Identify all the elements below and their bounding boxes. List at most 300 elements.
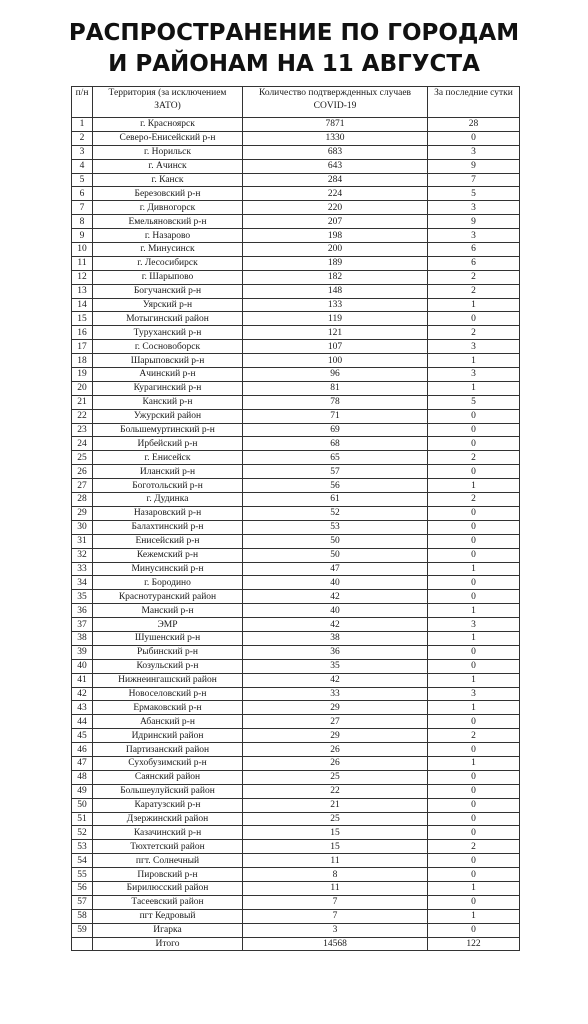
row-number: 42 <box>72 687 93 701</box>
confirmed-cases: 100 <box>243 354 428 368</box>
table-row <box>72 395 520 409</box>
table-row <box>72 909 520 923</box>
table-row <box>72 368 520 382</box>
territory-name: г. Дудинка <box>93 493 243 507</box>
confirmed-cases: 207 <box>243 215 428 229</box>
confirmed-cases: 33 <box>243 687 428 701</box>
confirmed-cases: 68 <box>243 437 428 451</box>
last-day-cases: 1 <box>428 604 520 618</box>
last-day-cases: 2 <box>428 451 520 465</box>
row-number: 15 <box>72 312 93 326</box>
table-row <box>72 659 520 673</box>
table-row <box>72 784 520 798</box>
confirmed-cases: 1330 <box>243 131 428 145</box>
confirmed-cases: 284 <box>243 173 428 187</box>
row-number: 33 <box>72 562 93 576</box>
confirmed-cases: 96 <box>243 368 428 382</box>
confirmed-cases: 52 <box>243 506 428 520</box>
table-row <box>72 729 520 743</box>
last-day-cases: 0 <box>428 548 520 562</box>
table-row <box>72 534 520 548</box>
row-number: 34 <box>72 576 93 590</box>
territory-name: Каратузский р-н <box>93 798 243 812</box>
table-row <box>72 201 520 215</box>
confirmed-cases: 29 <box>243 729 428 743</box>
table-row <box>72 284 520 298</box>
table-row <box>72 229 520 243</box>
total-label: Итого <box>93 937 243 951</box>
row-number: 7 <box>72 201 93 215</box>
table-row <box>72 423 520 437</box>
row-number: 38 <box>72 631 93 645</box>
confirmed-cases: 121 <box>243 326 428 340</box>
last-day-cases: 6 <box>428 256 520 270</box>
territory-name: Туруханский р-н <box>93 326 243 340</box>
row-number: 6 <box>72 187 93 201</box>
table-row <box>72 312 520 326</box>
table-row <box>72 576 520 590</box>
table-row <box>72 548 520 562</box>
territory-name: Абанский р-н <box>93 715 243 729</box>
territory-name: Емельяновский р-н <box>93 215 243 229</box>
table-row <box>72 895 520 909</box>
territory-name: Тасеевский район <box>93 895 243 909</box>
table-row <box>72 159 520 173</box>
table-row <box>72 881 520 895</box>
territory-name: Шушенский р-н <box>93 631 243 645</box>
last-day-cases: 6 <box>428 243 520 257</box>
territory-name: Большеулуйский район <box>93 784 243 798</box>
row-number: 36 <box>72 604 93 618</box>
row-number: 28 <box>72 493 93 507</box>
row-number: 18 <box>72 354 93 368</box>
last-day-cases: 3 <box>428 145 520 159</box>
row-number: 3 <box>72 145 93 159</box>
confirmed-cases: 189 <box>243 256 428 270</box>
table-row <box>72 215 520 229</box>
confirmed-cases: 50 <box>243 548 428 562</box>
table-row <box>72 451 520 465</box>
table-row <box>72 326 520 340</box>
territory-name: Курагинский р-н <box>93 381 243 395</box>
table-row <box>72 798 520 812</box>
last-day-cases: 0 <box>428 715 520 729</box>
table-row <box>72 437 520 451</box>
last-day-cases: 0 <box>428 576 520 590</box>
row-number: 48 <box>72 770 93 784</box>
territory-name: Козульский р-н <box>93 659 243 673</box>
territory-name: г. Дивногорск <box>93 201 243 215</box>
territory-name: Большемуртинский р-н <box>93 423 243 437</box>
row-number: 41 <box>72 673 93 687</box>
row-number: 58 <box>72 909 93 923</box>
territory-name: Шарыповский р-н <box>93 354 243 368</box>
row-number: 9 <box>72 229 93 243</box>
territory-name: Сухобузимский р-н <box>93 756 243 770</box>
row-number: 52 <box>72 826 93 840</box>
table-row <box>72 701 520 715</box>
last-day-cases: 1 <box>428 909 520 923</box>
row-number: 53 <box>72 840 93 854</box>
row-number: 13 <box>72 284 93 298</box>
territory-name: Ачинский р-н <box>93 368 243 382</box>
last-day-cases: 3 <box>428 687 520 701</box>
row-number: 21 <box>72 395 93 409</box>
confirmed-cases: 53 <box>243 520 428 534</box>
row-number: 40 <box>72 659 93 673</box>
row-number: 50 <box>72 798 93 812</box>
last-day-cases: 1 <box>428 562 520 576</box>
table-row <box>72 520 520 534</box>
header-last-day: За последние сутки <box>428 87 520 118</box>
header-territory: Территория (за исключением ЗАТО) <box>93 87 243 118</box>
table-row <box>72 770 520 784</box>
table-row <box>72 687 520 701</box>
table-row <box>72 590 520 604</box>
header-number: п/н <box>72 87 93 118</box>
table-row <box>72 256 520 270</box>
territory-name: Ужурский район <box>93 409 243 423</box>
last-day-cases: 3 <box>428 340 520 354</box>
confirmed-cases: 42 <box>243 673 428 687</box>
territory-name: Игарка <box>93 923 243 937</box>
table-row <box>72 506 520 520</box>
last-day-cases: 0 <box>428 465 520 479</box>
confirmed-cases: 26 <box>243 756 428 770</box>
territory-name: пгт Кедровый <box>93 909 243 923</box>
confirmed-cases: 57 <box>243 465 428 479</box>
row-number: 4 <box>72 159 93 173</box>
row-number: 27 <box>72 479 93 493</box>
row-number: 12 <box>72 270 93 284</box>
last-day-cases: 1 <box>428 479 520 493</box>
confirmed-cases: 220 <box>243 201 428 215</box>
confirmed-cases: 7871 <box>243 118 428 132</box>
last-day-cases: 5 <box>428 395 520 409</box>
last-day-cases: 0 <box>428 784 520 798</box>
row-number: 25 <box>72 451 93 465</box>
last-day-cases: 3 <box>428 201 520 215</box>
territory-name: Енисейский р-н <box>93 534 243 548</box>
confirmed-cases: 69 <box>243 423 428 437</box>
confirmed-cases: 27 <box>243 715 428 729</box>
table-row <box>72 465 520 479</box>
table-row <box>72 673 520 687</box>
table-row <box>72 840 520 854</box>
last-day-cases: 0 <box>428 868 520 882</box>
territory-name: Пировский р-н <box>93 868 243 882</box>
confirmed-cases: 56 <box>243 479 428 493</box>
confirmed-cases: 224 <box>243 187 428 201</box>
row-number: 57 <box>72 895 93 909</box>
header-confirmed-cases: Количество подтвержденных случаев COVID-19 <box>243 87 428 118</box>
last-day-cases: 1 <box>428 673 520 687</box>
territory-name: Кежемский р-н <box>93 548 243 562</box>
table-row <box>72 756 520 770</box>
last-day-cases: 1 <box>428 631 520 645</box>
row-number: 29 <box>72 506 93 520</box>
row-number: 31 <box>72 534 93 548</box>
confirmed-cases: 25 <box>243 770 428 784</box>
territory-name: Идринский район <box>93 729 243 743</box>
row-number: 11 <box>72 256 93 270</box>
table-row <box>72 812 520 826</box>
territory-name: Манский р-н <box>93 604 243 618</box>
territory-name: Нижнеингашский район <box>93 673 243 687</box>
row-number: 55 <box>72 868 93 882</box>
table-row <box>72 145 520 159</box>
confirmed-cases: 11 <box>243 881 428 895</box>
territory-name: Саянский район <box>93 770 243 784</box>
last-day-cases: 0 <box>428 409 520 423</box>
table-row <box>72 645 520 659</box>
row-number: 44 <box>72 715 93 729</box>
last-day-cases: 0 <box>428 826 520 840</box>
last-day-cases: 9 <box>428 159 520 173</box>
last-day-cases: 0 <box>428 534 520 548</box>
territory-name: Новоселовский р-н <box>93 687 243 701</box>
title-line-1: РАСПРОСТРАНЕНИЕ ПО ГОРОДАМ <box>68 20 520 46</box>
total-last-day: 122 <box>428 937 520 951</box>
table-row <box>72 923 520 937</box>
row-number: 49 <box>72 784 93 798</box>
last-day-cases: 2 <box>428 326 520 340</box>
confirmed-cases: 50 <box>243 534 428 548</box>
row-number: 16 <box>72 326 93 340</box>
table-row <box>72 118 520 132</box>
covid-cases-table <box>71 86 520 951</box>
territory-name: пгт. Солнечный <box>93 854 243 868</box>
row-number: 1 <box>72 118 93 132</box>
row-number: 14 <box>72 298 93 312</box>
table-row <box>72 715 520 729</box>
row-number: 37 <box>72 618 93 632</box>
table-row <box>72 562 520 576</box>
confirmed-cases: 148 <box>243 284 428 298</box>
table-row <box>72 826 520 840</box>
confirmed-cases: 198 <box>243 229 428 243</box>
row-number: 35 <box>72 590 93 604</box>
territory-name: Казачинский р-н <box>93 826 243 840</box>
row-number: 32 <box>72 548 93 562</box>
table-row <box>72 298 520 312</box>
last-day-cases: 1 <box>428 701 520 715</box>
confirmed-cases: 29 <box>243 701 428 715</box>
confirmed-cases: 643 <box>243 159 428 173</box>
last-day-cases: 5 <box>428 187 520 201</box>
total-blank <box>72 937 93 951</box>
territory-name: г. Сосновоборск <box>93 340 243 354</box>
row-number: 5 <box>72 173 93 187</box>
territory-name: Балахтинский р-н <box>93 520 243 534</box>
table-row <box>72 868 520 882</box>
table-row <box>72 493 520 507</box>
last-day-cases: 0 <box>428 895 520 909</box>
row-number: 10 <box>72 243 93 257</box>
last-day-cases: 1 <box>428 881 520 895</box>
territory-name: г. Лесосибирск <box>93 256 243 270</box>
table-row <box>72 131 520 145</box>
last-day-cases: 9 <box>428 215 520 229</box>
row-number: 39 <box>72 645 93 659</box>
territory-name: Назаровский р-н <box>93 506 243 520</box>
row-number: 20 <box>72 381 93 395</box>
confirmed-cases: 119 <box>243 312 428 326</box>
territory-name: г. Красноярск <box>93 118 243 132</box>
table-row <box>72 604 520 618</box>
territory-name: г. Ачинск <box>93 159 243 173</box>
row-number: 51 <box>72 812 93 826</box>
table-row <box>72 479 520 493</box>
table-row <box>72 409 520 423</box>
last-day-cases: 2 <box>428 729 520 743</box>
last-day-cases: 28 <box>428 118 520 132</box>
row-number: 26 <box>72 465 93 479</box>
last-day-cases: 0 <box>428 743 520 757</box>
last-day-cases: 1 <box>428 381 520 395</box>
last-day-cases: 1 <box>428 298 520 312</box>
total-confirmed: 14568 <box>243 937 428 951</box>
confirmed-cases: 133 <box>243 298 428 312</box>
territory-name: Ермаковский р-н <box>93 701 243 715</box>
confirmed-cases: 42 <box>243 590 428 604</box>
territory-name: г. Назарово <box>93 229 243 243</box>
total-row <box>72 937 520 951</box>
table-row <box>72 270 520 284</box>
territory-name: г. Бородино <box>93 576 243 590</box>
last-day-cases: 0 <box>428 645 520 659</box>
confirmed-cases: 11 <box>243 854 428 868</box>
row-number: 43 <box>72 701 93 715</box>
confirmed-cases: 15 <box>243 826 428 840</box>
confirmed-cases: 25 <box>243 812 428 826</box>
last-day-cases: 0 <box>428 423 520 437</box>
row-number: 17 <box>72 340 93 354</box>
confirmed-cases: 36 <box>243 645 428 659</box>
row-number: 19 <box>72 368 93 382</box>
last-day-cases: 0 <box>428 812 520 826</box>
confirmed-cases: 35 <box>243 659 428 673</box>
row-number: 45 <box>72 729 93 743</box>
table-row <box>72 187 520 201</box>
confirmed-cases: 3 <box>243 923 428 937</box>
territory-name: Иланский р-н <box>93 465 243 479</box>
last-day-cases: 0 <box>428 659 520 673</box>
row-number: 2 <box>72 131 93 145</box>
table-row <box>72 631 520 645</box>
confirmed-cases: 182 <box>243 270 428 284</box>
territory-name: Краснотуранский район <box>93 590 243 604</box>
last-day-cases: 0 <box>428 770 520 784</box>
last-day-cases: 1 <box>428 756 520 770</box>
confirmed-cases: 38 <box>243 631 428 645</box>
table-row <box>72 173 520 187</box>
table-header-row <box>72 87 520 118</box>
confirmed-cases: 26 <box>243 743 428 757</box>
territory-name: Березовский р-н <box>93 187 243 201</box>
territory-name: ЭМР <box>93 618 243 632</box>
territory-name: г. Канск <box>93 173 243 187</box>
last-day-cases: 3 <box>428 229 520 243</box>
territory-name: Партизанский район <box>93 743 243 757</box>
title-line-2: И РАЙОНАМ НА 11 АВГУСТА <box>108 51 480 77</box>
confirmed-cases: 65 <box>243 451 428 465</box>
row-number: 59 <box>72 923 93 937</box>
confirmed-cases: 81 <box>243 381 428 395</box>
territory-name: Уярский р-н <box>93 298 243 312</box>
last-day-cases: 0 <box>428 437 520 451</box>
last-day-cases: 0 <box>428 590 520 604</box>
confirmed-cases: 42 <box>243 618 428 632</box>
territory-name: Боготольский р-н <box>93 479 243 493</box>
last-day-cases: 0 <box>428 506 520 520</box>
table-row <box>72 743 520 757</box>
territory-name: г. Шарыпово <box>93 270 243 284</box>
last-day-cases: 2 <box>428 270 520 284</box>
last-day-cases: 0 <box>428 131 520 145</box>
row-number: 30 <box>72 520 93 534</box>
last-day-cases: 2 <box>428 284 520 298</box>
last-day-cases: 0 <box>428 854 520 868</box>
last-day-cases: 0 <box>428 312 520 326</box>
confirmed-cases: 8 <box>243 868 428 882</box>
last-day-cases: 3 <box>428 368 520 382</box>
row-number: 47 <box>72 756 93 770</box>
row-number: 8 <box>72 215 93 229</box>
confirmed-cases: 107 <box>243 340 428 354</box>
territory-name: г. Минусинск <box>93 243 243 257</box>
table-row <box>72 381 520 395</box>
last-day-cases: 3 <box>428 618 520 632</box>
table-row <box>72 354 520 368</box>
row-number: 56 <box>72 881 93 895</box>
row-number: 24 <box>72 437 93 451</box>
confirmed-cases: 15 <box>243 840 428 854</box>
table-row <box>72 618 520 632</box>
territory-name: Мотыгинский район <box>93 312 243 326</box>
territory-name: Рыбинский р-н <box>93 645 243 659</box>
confirmed-cases: 47 <box>243 562 428 576</box>
territory-name: Богучанский р-н <box>93 284 243 298</box>
table-row <box>72 340 520 354</box>
territory-name: г. Енисейск <box>93 451 243 465</box>
last-day-cases: 0 <box>428 520 520 534</box>
territory-name: Минусинский р-н <box>93 562 243 576</box>
confirmed-cases: 21 <box>243 798 428 812</box>
last-day-cases: 0 <box>428 798 520 812</box>
territory-name: Бирилюсский район <box>93 881 243 895</box>
table-body <box>72 118 520 951</box>
territory-name: Канский р-н <box>93 395 243 409</box>
page-title <box>0 18 588 80</box>
table-row <box>72 243 520 257</box>
last-day-cases: 0 <box>428 923 520 937</box>
confirmed-cases: 40 <box>243 604 428 618</box>
territory-name: Дзержинский район <box>93 812 243 826</box>
territory-name: Ирбейский р-н <box>93 437 243 451</box>
last-day-cases: 1 <box>428 354 520 368</box>
confirmed-cases: 78 <box>243 395 428 409</box>
confirmed-cases: 71 <box>243 409 428 423</box>
last-day-cases: 7 <box>428 173 520 187</box>
confirmed-cases: 683 <box>243 145 428 159</box>
table-row <box>72 854 520 868</box>
territory-name: Тюхтетский район <box>93 840 243 854</box>
last-day-cases: 2 <box>428 840 520 854</box>
row-number: 54 <box>72 854 93 868</box>
last-day-cases: 2 <box>428 493 520 507</box>
confirmed-cases: 40 <box>243 576 428 590</box>
